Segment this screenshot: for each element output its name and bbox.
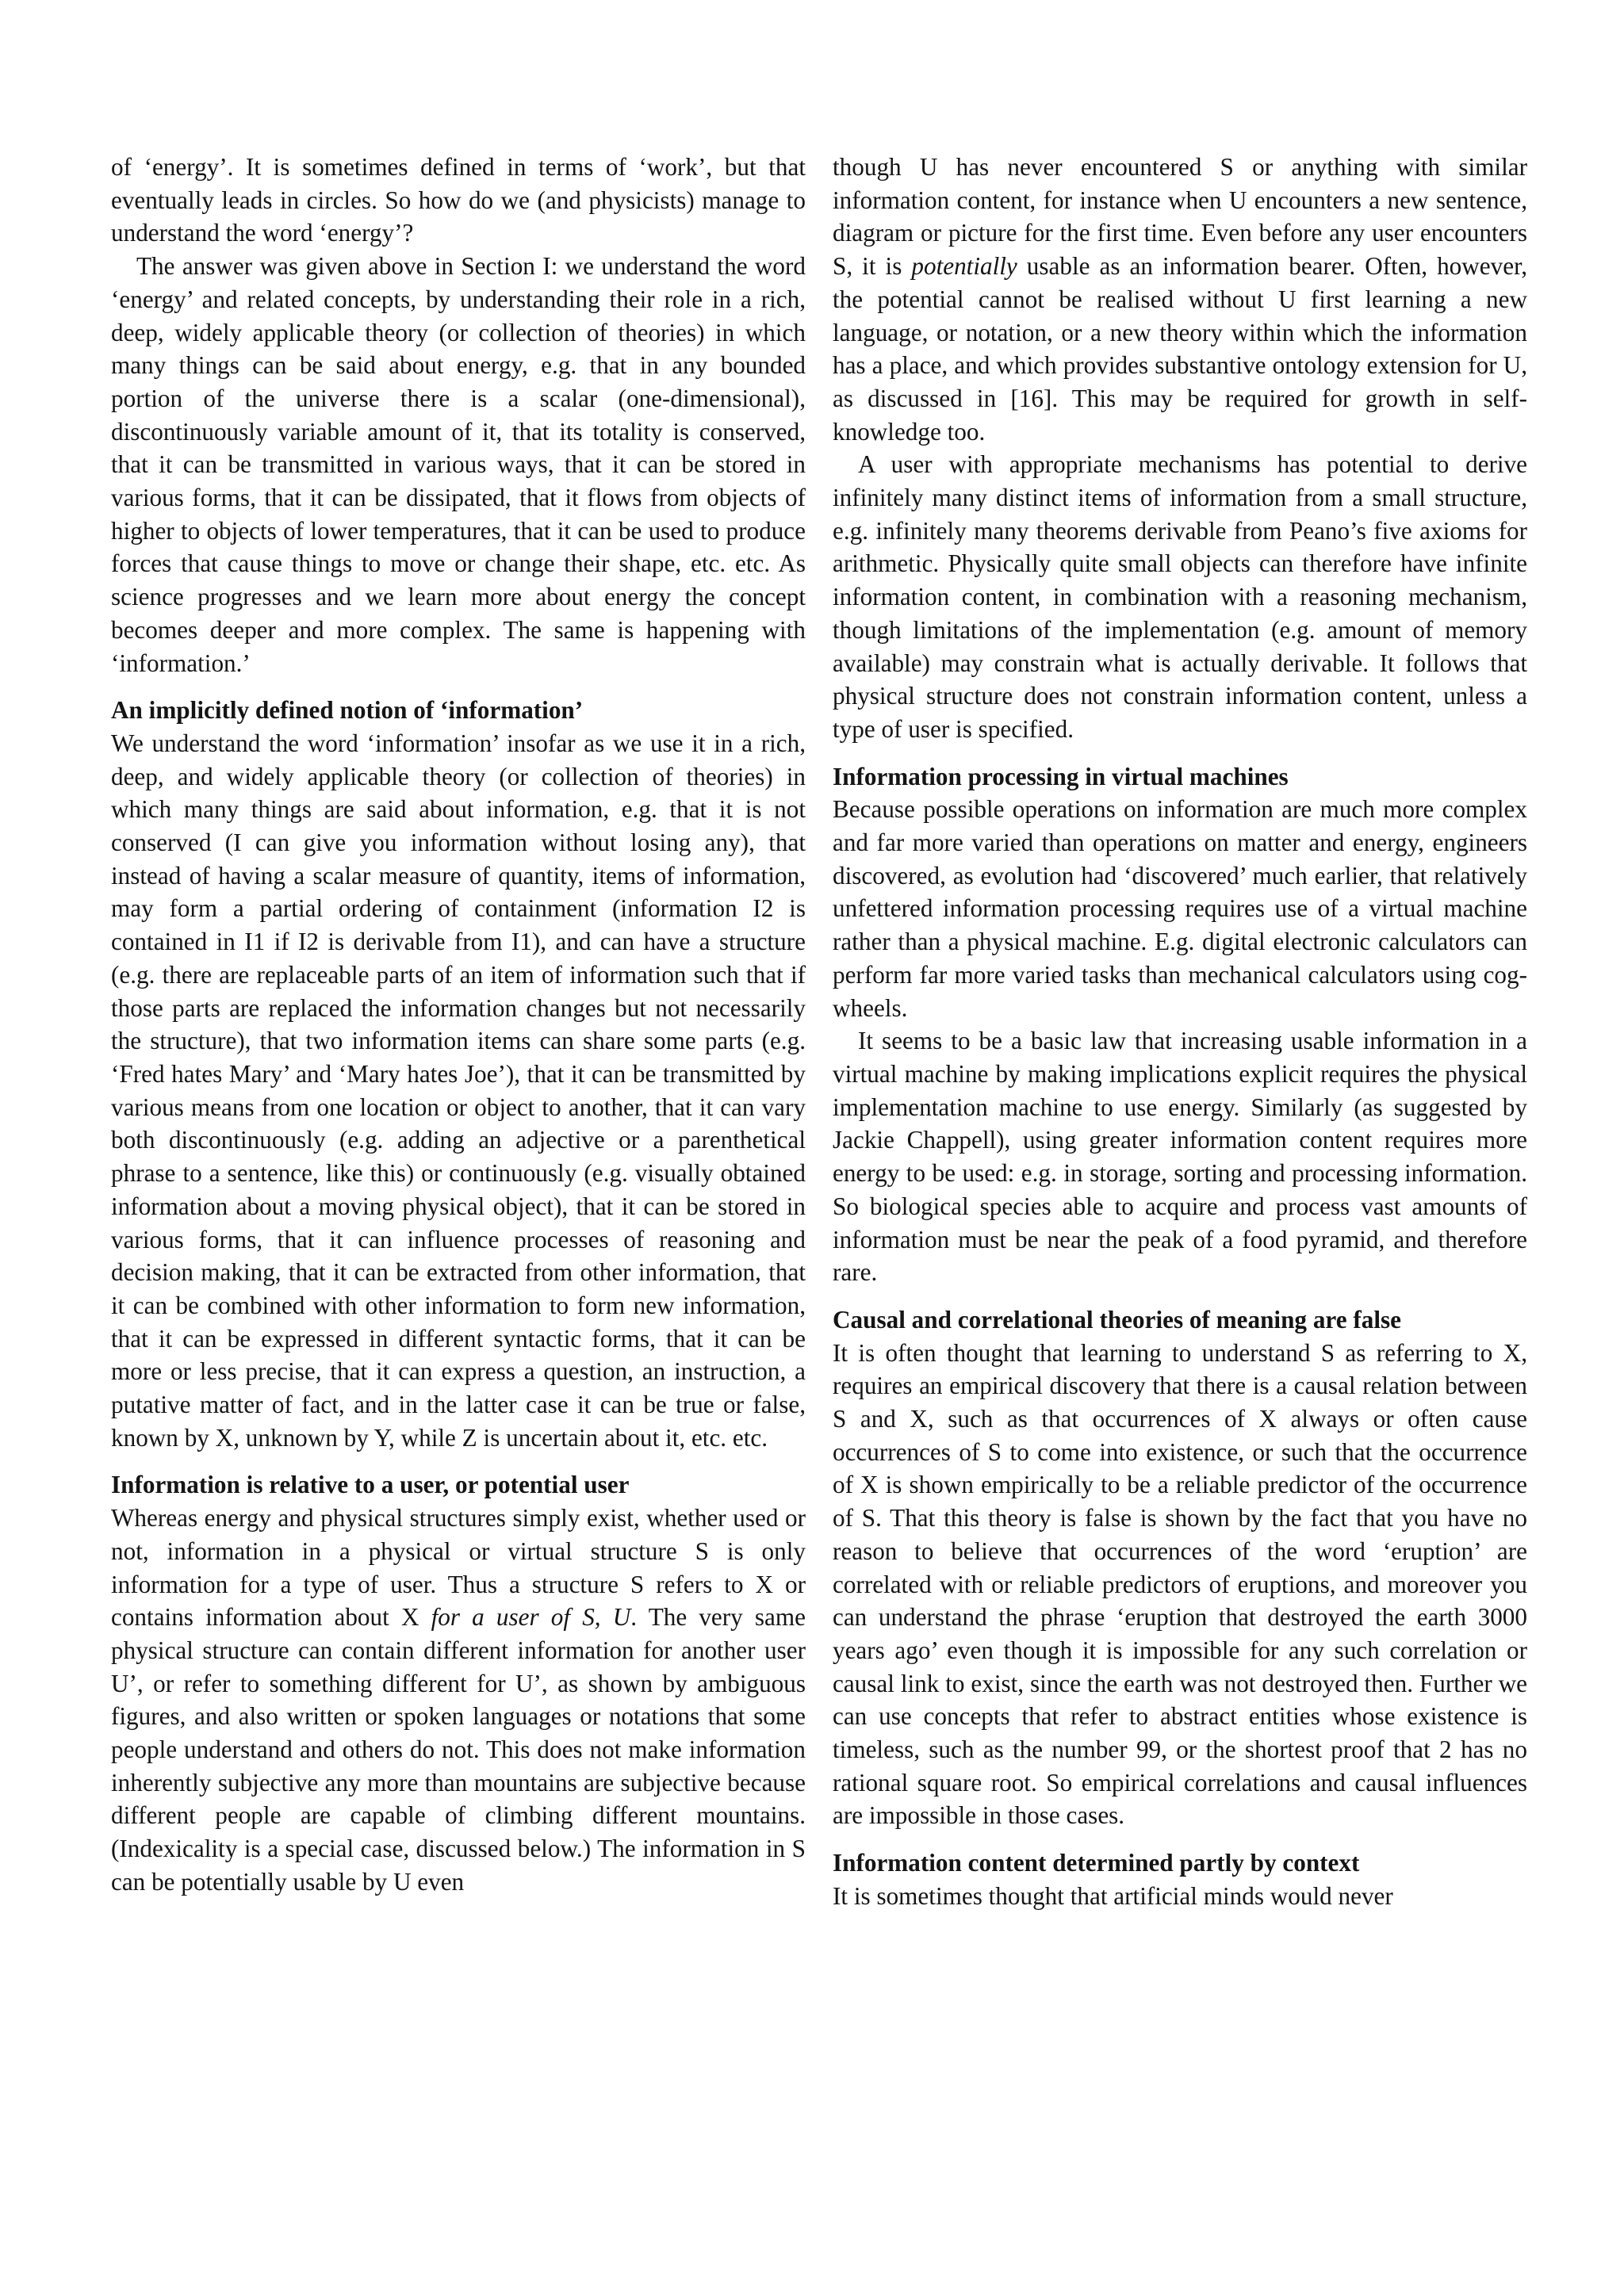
paragraph-text: though U has never encountered S or anything with similar information content, for instance when U encounters a new sentence, diagram or picture for the first time. Even before any user encounters S, it is — [833, 153, 1527, 281]
section-heading-causal-theories: Causal and correlational theories of meaning are false — [833, 1305, 1401, 1334]
section-heading-virtual-machines: Information processing in virtual machines — [833, 762, 1289, 790]
paragraph-causal-theories: It is often thought that learning to understand S as referring to X, requires an empirical discovery that there is a causal relation between S and X, such as that occurrences of X always or often cause occurrences of S to come into existence, or such that the occurrence of X is shown empirically to be a reliable predictor of the occurrence of S. That this theory is false is shown by the fact that you have no reason to believe that occurrences of the word ‘eruption’ are correlated with or reliable predictors of eruptions, and moreover you can understand the phrase ‘eruption that destroyed the earth 3000 years ago’ even though it is impossible for any such correlation or causal link to exist, since the earth was not destroyed then. Further we can use concepts that refer to abstract entities whose existence is timeless, such as the number 99, or the shortest proof that 2 has no rational square root. So empirical correlations and causal influences are impossible in those cases. — [833, 1338, 1527, 1830]
paragraph-potential-usability — [833, 151, 1527, 448]
emphasis-text: for a user of S, U — [431, 1603, 631, 1632]
paragraph-text: . The very same physical structure can contain different information for another user U’, or refer to something different for U’, as shown by ambiguous figures, and also written or spoken languages or notations that some people understand and others do not. This does not make information inherently subjective any more than mountains are subjective because different people are capable of climbing different mountains. (Indexicality is a special case, discussed below.) The information in S can be potentially usable by U even — [111, 1603, 806, 1896]
paragraph-energy-law: It seems to be a basic law that increasing usable information in a virtual machine by making implications explicit requires the physical implementation machine to use energy. Similarly (as suggested by Jackie Chappell), using greater information content requires more energy to be used: e.g. in storage, sorting and processing information. So biological species able to acquire and process vast amounts of information must be near the peak of a food pyramid, and therefore rare. — [833, 1027, 1527, 1287]
paragraph-text: usable as an information bearer. Often, however, the potential cannot be realised without U first learning a new language, or notation, or a new theory within which the information has a place, and which provides substantive ontology extension for U, as discussed in [16]. This may be required for growth in self-knowledge too. — [833, 252, 1528, 446]
emphasis-text: potentially — [911, 252, 1017, 281]
section-heading-context: Information content determined partly by context — [833, 1849, 1360, 1877]
paragraph-infinite-information: A user with appropriate mechanisms has potential to derive infinitely many distinct items of information from a small structure, e.g. infinitely many theorems derivable from Peano’s five axioms for arithmetic. Physically quite small objects can therefore have infinite information content, in combination with a reasoning mechanism, though limitations of the implementation (e.g. amount of memory available) may constrain what is actually derivable. It follows that physical structure does not constrain information content, unless a type of user is specified. — [833, 450, 1527, 743]
paragraph-energy-theory: The answer was given above in Section I: we understand the word ‘energy’ and related concepts, by understanding their role in a rich, deep, widely applicable theory (or collection of theories) in which many things can be said about energy, e.g. that in any bounded portion of the universe there is a scalar (one-dimensional), discontinuously variable amount of it, that its totality is conserved, that it can be transmitted in various ways, that it can be stored in various forms, that it can be dissipated, that it flows from objects of higher to objects of lower temperatures, that it can be used to produce forces that cause things to move or change their shape, etc. etc. As science progresses and we learn more about energy the concept becomes deeper and more complex. The same is happening with ‘information.’ — [111, 252, 806, 677]
left-column — [111, 151, 806, 1899]
right-column — [833, 151, 1527, 1913]
section-heading-relative-to-user: Information is relative to a user, or potential user — [111, 1471, 630, 1499]
section-heading-implicit-information: An implicitly defined notion of ‘information’ — [111, 696, 584, 725]
paragraph-information-theory: We understand the word ‘information’ insofar as we use it in a rich, deep, and widely applicable theory (or collection of theories) in which many things are said about information, e.g. that it is not conserved (I can give you information without losing any), that instead of having a scalar measure of quantity, items of information, may form a partial ordering of containment (information I2 is contained in I1 if I2 is derivable from I1), and can have a structure (e.g. there are replaceable parts of an item of information such that if those parts are replaced the information changes but not necessarily the structure), that two information items can share some parts (e.g. ‘Fred hates Mary’ and ‘Mary hates Joe’), that it can be transmitted by various means from one location or object to another, that it can vary both discontinuously (e.g. adding an adjective or a parenthetical phrase to a sentence, like this) or continuously (e.g. visually obtained information about a moving physical object), that it can be stored in various forms, that it can influence processes of reasoning and decision making, that it can be extracted from other information, that it can be combined with other information to form new information, that it can be expressed in different syntactic forms, that it can be more or less precise, that it can express a question, an instruction, a putative matter of fact, and in the latter case it can be true or false, known by X, unknown by Y, while Z is uncertain about it, etc. etc. — [111, 729, 806, 1452]
paragraph-context: It is sometimes thought that artificial minds would never — [833, 1881, 1393, 1910]
paragraph-relative-to-user — [111, 1502, 806, 1898]
paragraph-energy-definition: of ‘energy’. It is sometimes defined in terms of ‘work’, but that eventually leads in circles. So how do we (and physicists) manage to understand the word ‘energy’? — [111, 153, 806, 247]
paragraph-text: Whereas energy and physical structures simply exist, whether used or not, information in a physical or virtual structure S is only information for a type of user. Thus a structure S refers to X or contains information about X — [111, 1504, 806, 1632]
paragraph-virtual-machines: Because possible operations on information are much more complex and far more varied than operations on matter and energy, engineers discovered, as evolution had ‘discovered’ much earlier, that relatively unfettered information processing requires use of a virtual machine rather than a physical machine. E.g. digital electronic calculators can perform far more varied tasks than mechanical calculators using cog-wheels. — [833, 795, 1527, 1022]
